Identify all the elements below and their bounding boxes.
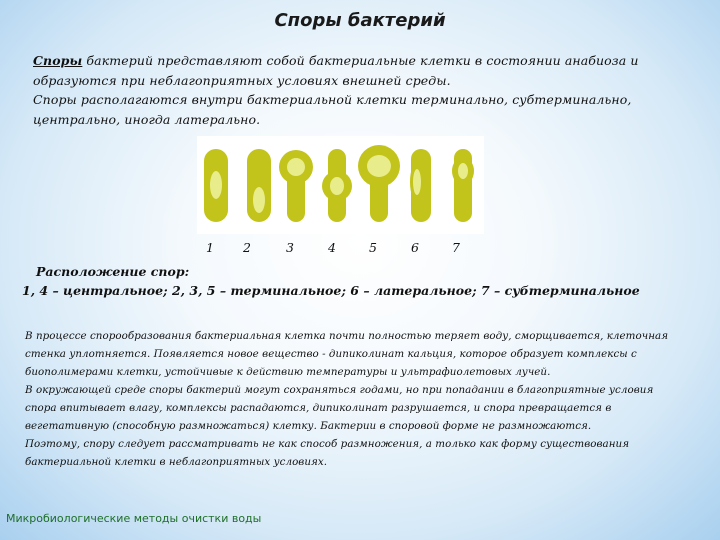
spore-diagram (197, 136, 484, 234)
spore-3 (287, 158, 305, 176)
body-line: спора впитывает влагу, комплексы распадаются, дипиколинат разрушается, и спора превращается в (25, 402, 612, 414)
spore-number-7: 7 (452, 240, 460, 255)
footer-text: Микробиологические методы очистки воды (6, 512, 262, 525)
spore-1 (210, 171, 222, 199)
intro-line-2: Споры располагаются внутри бактериальной клетки терминально, субтерминально, центрально, иногда латерально. (33, 92, 632, 127)
spore-shapes (197, 136, 484, 234)
location-title: Расположение спор: (36, 264, 190, 279)
body-paragraph (25, 327, 705, 471)
body-line: стенка уплотняется. Появляется новое вещество - дипиколинат кальция, которое образует комплексы с (25, 348, 637, 360)
intro-lead-rest: бактерий представляют собой бактериальные клетки в состоянии анабиоза и образуются при неблагоприятных условиях внешней среды. (33, 53, 639, 88)
spore-number-5: 5 (369, 240, 377, 255)
spore-number-6: 6 (411, 240, 419, 255)
spore-4 (330, 177, 344, 195)
spore-6 (413, 169, 421, 195)
intro-line-1 (33, 51, 663, 90)
spore-number-1: 1 (206, 240, 214, 255)
body-line: биополимерами клетки, устойчивые к действию температуры и ультрафиолетовых лучей. (25, 366, 551, 378)
spore-number-2: 2 (243, 240, 251, 255)
spore-7 (458, 163, 468, 179)
body-line: В процессе спорообразования бактериальная клетка почти полностью теряет воду, сморщивается, клеточная (25, 330, 669, 342)
body-line: В окружающей среде споры бактерий могут сохраняться годами, но при попадании в благоприятные условия (25, 384, 654, 396)
spore-2 (253, 187, 265, 213)
body-line: Поэтому, спору следует рассматривать не как способ размножения, а только как форму существования (25, 438, 630, 450)
body-line: бактериальной клетки в неблагоприятных условиях. (25, 456, 328, 468)
spore-numbers (200, 240, 475, 256)
intro-paragraph (33, 51, 663, 129)
location-text: 1, 4 – центральное; 2, 3, 5 – терминальное; 6 – латеральное; 7 – субтерминальное (22, 283, 640, 298)
spore-number-3: 3 (286, 240, 294, 255)
spore-number-4: 4 (328, 240, 336, 255)
intro-lead-word: Споры (33, 53, 83, 68)
body-line: вегетативную (способную размножаться) клетку. Бактерии в споровой форме не размножаются. (25, 420, 592, 432)
spore-5 (367, 155, 391, 177)
slide-title: Споры бактерий (274, 10, 446, 31)
